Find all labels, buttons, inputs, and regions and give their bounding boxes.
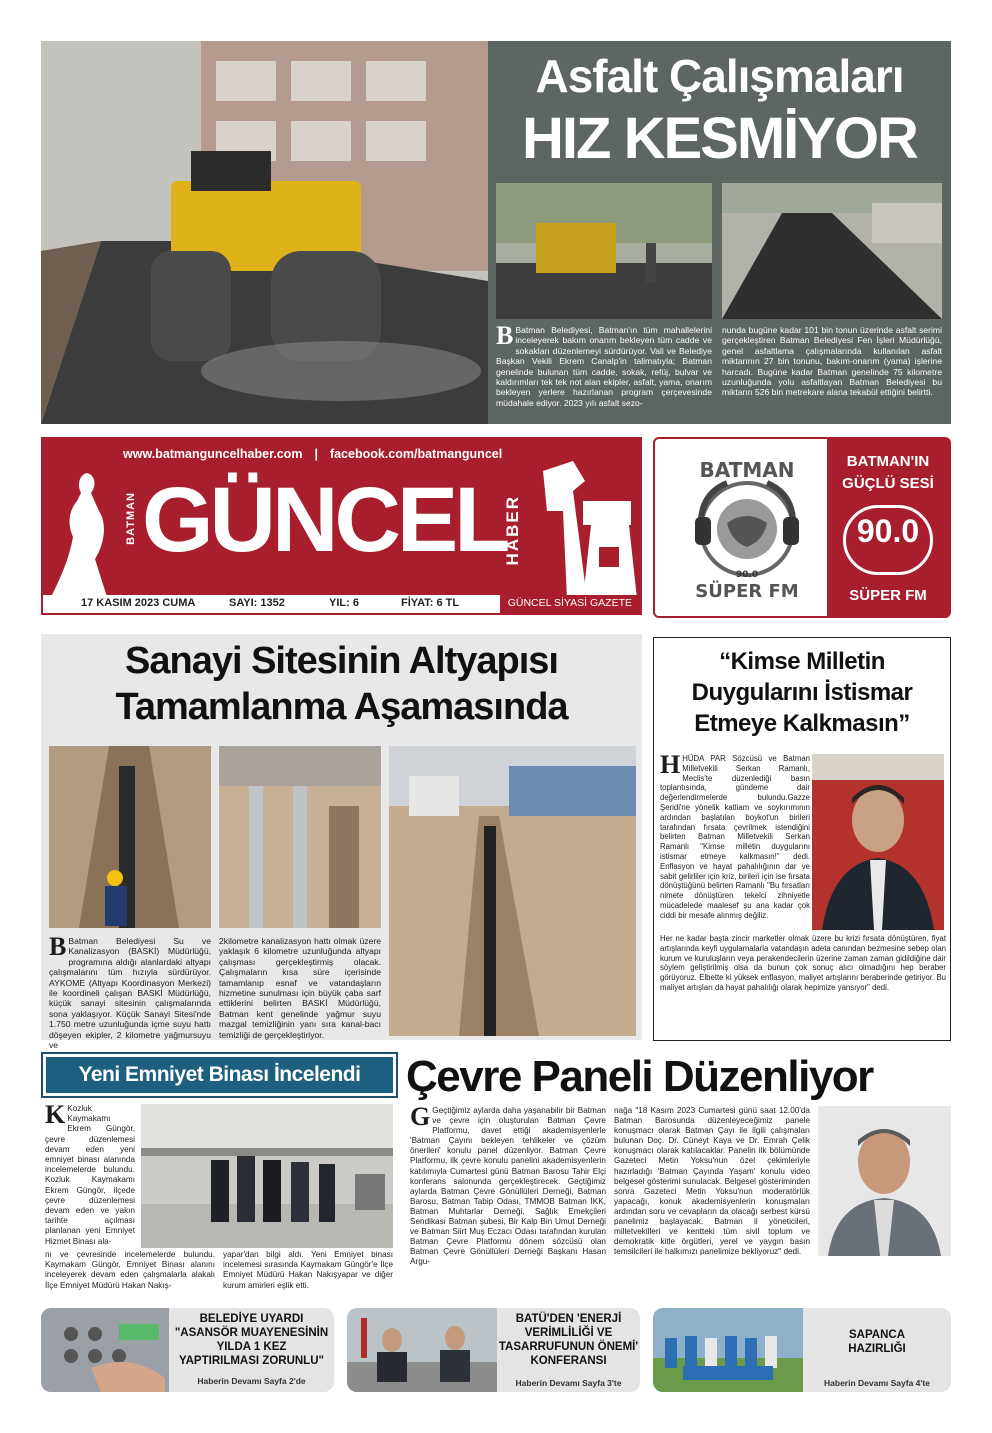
- issue-year: YIL: 6: [329, 597, 359, 609]
- card-elevator-line1: BELEDİYE UYARDI: [199, 1313, 304, 1325]
- oil-derrick-icon: [533, 451, 639, 599]
- cevre-title: Çevre Paneli Düzenliyor: [406, 1052, 873, 1101]
- radio-logo-bottom: SÜPER FM: [695, 581, 799, 602]
- kimse-full-width-text: Her ne kadar başta zincir marketler olmak üzere bu krizi fırsata dönüştüren, fiyat artışlarında keyfi uygulamalarla vatandaşın adeta canından bezmesine sebep olan kurum ve kuruluşların veya perakendecilerin üzerine zaman zaman gidildiğine dair söylem geliştirilmiş olsa da bunun çok sonuç alıcı olmadığını hep beraber görüyoruz. Elbette ki yüksek enflasyon, maliyet artışlarını beraberinde getiriyor. Bu maliyet artışları da hayat pahalılığı olarak hepimize yansıyor" dedi.: [660, 934, 946, 992]
- link-separator: |: [314, 447, 318, 461]
- top-story-col1: [496, 321, 712, 408]
- spokesman-portrait-photo: [818, 1106, 951, 1256]
- cevre-col2: nağa "18 Kasım 2023 Cumartesi günü saat 12.00'da Batman Barosunda düzenleyeceğimiz panele konuşmacı olarak Batman Çayı ile ilgili çalışmaları bulunan Doç. Dr. Cüneyt Kaya ve Dr. Emrah Çelik konuşmacı olarak katılacaklar. Panelin ilk bölümünde Gazeteci Metin Yoksu'nun özel çekimleriyle hazırladığı 'Batman Çayında Yaşam' konulu video belgesel gösterimi sunulacak. Belgesel gösteriminden sonra Gazeteci Metin Yoksu'nun moderatörlük yapacağı, konuk akademisyenlerin konuşmaları ardından soru ve cevapların da olacağı serbest kürsü panelimiz başlayacak. Batman il yöneticileri, milletvekilleri ve kentteki tüm sivil toplum ve demokratik kitle örgütleri, yerel ve yaygın basın temsilcileri ile halkımızı panelimize bekliyoruz" dedi.: [614, 1106, 810, 1257]
- radio-red-panel: [827, 439, 949, 616]
- sanayi-article: [41, 634, 642, 1051]
- cevre-col1-text: Geçtiğimiz aylarda daha yaşanabilir bir Batman ve çevre için oluşturulan Batman Çevre Platformu, davet ettiği akademisyenlerle 'Batman Çayını bekleyen tehlikeler ve çözüm önerileri' konulu panel düzenliyor. Batman Çevre Platformu, ilk çevre konulu panelini akademisyenlerin katılımıyla Cumartesi günü Batman Barosu Tahir Elçi konferans salonunda gerçekleştirecek. Geçtiğimiz aylarda Batman Çevre Gönüllüleri Derneği, Batman Barosu, Batman Tabip Odası, TMMOB Batman İKK, Batman Muhtarlar Derneği, Sağlık Emekçileri Sendikası Batman şubesi, Bir Kalp Bin Umut Derneği ve Batman Siirt Muş Eczacı Odası tarafından kurulan Batman Çevre Platformu dönem sözcüsü olan Batman Çevre Gönüllüleri Derneği Başkanı Hasan Argu-: [410, 1106, 606, 1267]
- facebook-link[interactable]: facebook.com/batmanguncel: [329, 447, 503, 461]
- brand-main: GÜNCEL: [142, 469, 507, 571]
- mp-portrait-photo: [812, 754, 944, 930]
- kimse-col-text: HÜDA PAR Sözcüsü ve Batman Milletvekili Serkan Ramanlı, Meclis'te düzenlediği basın toplantısında, gündeme dair değerlendirmelerde bulundu.Gazze Şeridi'ne yönelik katliam ve soykırımının ardından başlatılan boykot'un birileri tarafından fırsata çevrilmek istendiğini belirten Batman Milletvekili Serkan Ramanlı "Kimse milletin duygularını istismar etmeye kalkmasın!" dedi. Enflasyon ve hayat pahalılığının dar ve sabit gelirliler için kriz, birileri için ise fırsata dönüştüğünü belirten Ramanlı "Bu fırsatları nimete dönüştüren tekelci zihniyetle mücadelede maalesef şu ana kadar çok ciddi bir mesafe alınmış değiliz.: [660, 754, 810, 920]
- masthead-info-bar: [41, 595, 642, 615]
- drop-cap: B: [496, 321, 514, 350]
- issue-price: FİYAT: 6 TL: [401, 597, 460, 609]
- road-roller-photo: [41, 41, 488, 424]
- masthead-links: [123, 447, 502, 461]
- card-batu-line2: VERİMLİLİĞİ VE: [524, 1327, 613, 1339]
- card-batu-headline: [497, 1312, 640, 1368]
- sanayi-col2: 2kilometre kanalizasyon hattı olmak üzere yaklaşık 6 kilometre uzunluğunda altyapı çalışması gerçekleştirmiş olacak. Çalışmaların kısa süre içerisinde tamamlanıp esnaf ve vatandaşların hizmetine sunulması için büyük çaba sarf ettiklerini belirten BASKİ Müdürlüğü, Batman kent genelinde yağmur suyu mazgal temizliğinin yanı sıra kanal-bacı temizliği de gerçekleştiriyor.: [219, 936, 381, 1040]
- radio-logo-top: BATMAN: [699, 458, 795, 482]
- card-sapanca-line1: SAPANCA: [848, 1329, 905, 1341]
- bottom-card-elevator[interactable]: [41, 1308, 334, 1392]
- radio-ad: [653, 437, 951, 618]
- bottom-card-sapanca[interactable]: [653, 1308, 951, 1392]
- card-elevator-line3: YILDA 1 KEZ: [216, 1341, 287, 1353]
- card-elevator-line4: YAPTIRILMASI ZORUNLU": [179, 1355, 324, 1367]
- card-sapanca-headline: [803, 1328, 951, 1356]
- emniyet-col-narrow-text: Kozluk Kaymakamı Ekrem Güngör, çevre düzenlemesi devam eden yeni emniyet binası alanında incelemelerde bulundu. Kozluk Kaymakamı Ekrem Güngör, ilçede çevre düzenlemesi devam eden ve yakın tarihte açılması planlanan yeni Emniyet Hizmet Binası ala-: [45, 1104, 135, 1246]
- slogan: GÜNCEL SİYASİ GAZETE: [500, 595, 640, 613]
- kimse-col: [660, 750, 810, 921]
- card-batu-line4: KONFERANSI: [530, 1355, 607, 1367]
- kimse-title: [654, 646, 950, 739]
- emniyet-title: Yeni Emniyet Binası İncelendi: [46, 1057, 393, 1093]
- card-elevator-more-link[interactable]: Haberin Devamı Sayfa 2'de: [197, 1376, 306, 1386]
- emniyet-col-narrow: [45, 1100, 135, 1247]
- football-team-photo: [653, 1308, 803, 1392]
- top-story: [41, 41, 951, 424]
- issue-date: 17 KASIM 2023 CUMA: [81, 597, 196, 609]
- cevre-col1: [410, 1102, 606, 1268]
- radio-logo: [667, 449, 827, 609]
- emniyet-col2: yapar'dan bilgi aldı. Yeni Emniyet binası incelemesi sırasında Kaymakam Güngör'e İlçe Emniyet Müdürü Hakan Nakışyapar ve diğer kurum amirleri eşlik etti.: [223, 1250, 393, 1290]
- elevator-panel-photo: [41, 1308, 169, 1392]
- radio-tagline-line2: GÜÇLÜ SESİ: [842, 475, 934, 492]
- sewer-pipe-photo: [389, 746, 636, 1036]
- conference-photo: [347, 1308, 497, 1392]
- headline-line2: HIZ KESMİYOR: [522, 106, 917, 171]
- card-elevator-headline: [169, 1312, 334, 1368]
- top-story-panel: [488, 41, 951, 424]
- top-story-col1-text: Batman Belediyesi, Batman'ın tüm mahallelerini inceleyerek bakım onarım bekleyen tüm cadde ve sokakları düzenlemeyi sürdürüyor. Vali ve Belediye Başkan Vekili Ekrem Canalp'in talimatıyla; Batman genelinde bulunan tüm cadde, sokak, refüj, bulvar ve kaldırımları tek tek not alan ekipler, asfalt, yama, onarım bekleyen yerlere hazırlanan program çerçevesinde müdahale ediyor. 2023 yılı asfalt sezo-: [496, 325, 712, 408]
- sanayi-title-line2: Tamamlanma Aşamasında: [115, 686, 568, 728]
- radio-name: SÜPER FM: [849, 587, 927, 604]
- card-batu-line1: BATÜ'DEN 'ENERJİ: [515, 1313, 622, 1325]
- sanayi-title-line1: Sanayi Sitesinin Altyapısı: [125, 640, 558, 682]
- radio-frequency: 90.0: [856, 513, 920, 549]
- bottom-card-batu[interactable]: [347, 1308, 640, 1392]
- sanayi-col1: [49, 932, 211, 1051]
- masthead: [41, 437, 642, 615]
- radio-tagline-line1: BATMAN'IN: [846, 453, 930, 470]
- top-story-col2: nunda bugüne kadar 101 bin tonun üzerinde asfalt serimi gerçekleştiren Batman Belediyesi Fen İşleri Müdürlüğü, genel asfaltlama çalışmalarında kullanılan asfalt miktarının 27 bin tonunu, bakım-onarım (yama) işlerine harcadı. Bugüne kadar Batman genelinde 75 kilometre uzunluğunda yolu asfaltlayan Batman Belediyesi bu miktarın 526 bin metrekare alana tekabül ettiğini belirtti.: [722, 325, 942, 398]
- headline-line1: Asfalt Çalışmaları: [535, 50, 904, 102]
- card-sapanca-line2: HAZIRLIĞI: [848, 1343, 906, 1355]
- radio-tagline: [827, 451, 949, 495]
- kimse-article: [653, 637, 951, 1041]
- emniyet-col1: nı ve çevresinde incelemelerde bulundu. Kaymakam Güngör, Emniyet Binası alanını inceleyerek devam eden çalışmalarla alakalı İlçe Emniyet Müdürü Hakan Nakış-: [45, 1250, 215, 1290]
- sanayi-col1-text: Batman Belediyesi Su ve Kanalizasyon (BASKİ) Müdürlüğü, programına aldığı alanlardaki altyapı çalışmalarını tüm hızıyla sürdürüyor. AYKOME (Altyapı Koordinasyon Merkezi) ile koordineli çalışan BASKİ Müdürlüğü, küçük sanayi sitesinin çalışmalarında sona yaklaşıyor. Küçük Sanayi Sitesi'nde 1.750 metre uzunluğunda içme suyu hattı döşeyen ekipler, 2 kilometre yağmursuyu ve: [49, 936, 211, 1051]
- brand-small: BATMAN: [125, 492, 137, 545]
- issue-number: SAYI: 1352: [229, 597, 285, 609]
- emniyet-article: [41, 1052, 398, 1298]
- card-elevator-line2: "ASANSÖR MUAYENESİNİN: [174, 1327, 329, 1339]
- drop-cap: B: [49, 932, 67, 961]
- officials-visit-photo: [141, 1104, 393, 1248]
- radio-logo-freq: 90.0: [735, 570, 759, 580]
- brand-side: HABER: [503, 495, 522, 566]
- website-link[interactable]: www.batmanguncelhaber.com: [123, 447, 303, 461]
- kimse-title-line2: Duygularını İstismar: [691, 679, 913, 706]
- trench-worker-photo: [49, 746, 211, 928]
- fresh-asphalt-photo: [722, 183, 942, 319]
- paver-photo: [496, 183, 712, 319]
- kimse-title-line3: Etmeye Kalkmasın”: [694, 710, 910, 737]
- card-sapanca-more-link[interactable]: Haberin Devamı Sayfa 4'te: [824, 1378, 930, 1388]
- card-batu-more-link[interactable]: Haberin Devamı Sayfa 3'te: [515, 1378, 622, 1388]
- water-pipe-photo: [219, 746, 381, 928]
- emniyet-header: [41, 1052, 398, 1098]
- woman-figure-icon: [47, 467, 117, 599]
- card-batu-line3: TASARRUFUNUN ÖNEMİ': [498, 1341, 639, 1353]
- drop-cap: H: [660, 750, 681, 779]
- cevre-article: [406, 1052, 951, 1298]
- kimse-title-line1: “Kimse Milletin: [719, 648, 885, 675]
- drop-cap: G: [410, 1102, 431, 1131]
- drop-cap: K: [45, 1100, 66, 1129]
